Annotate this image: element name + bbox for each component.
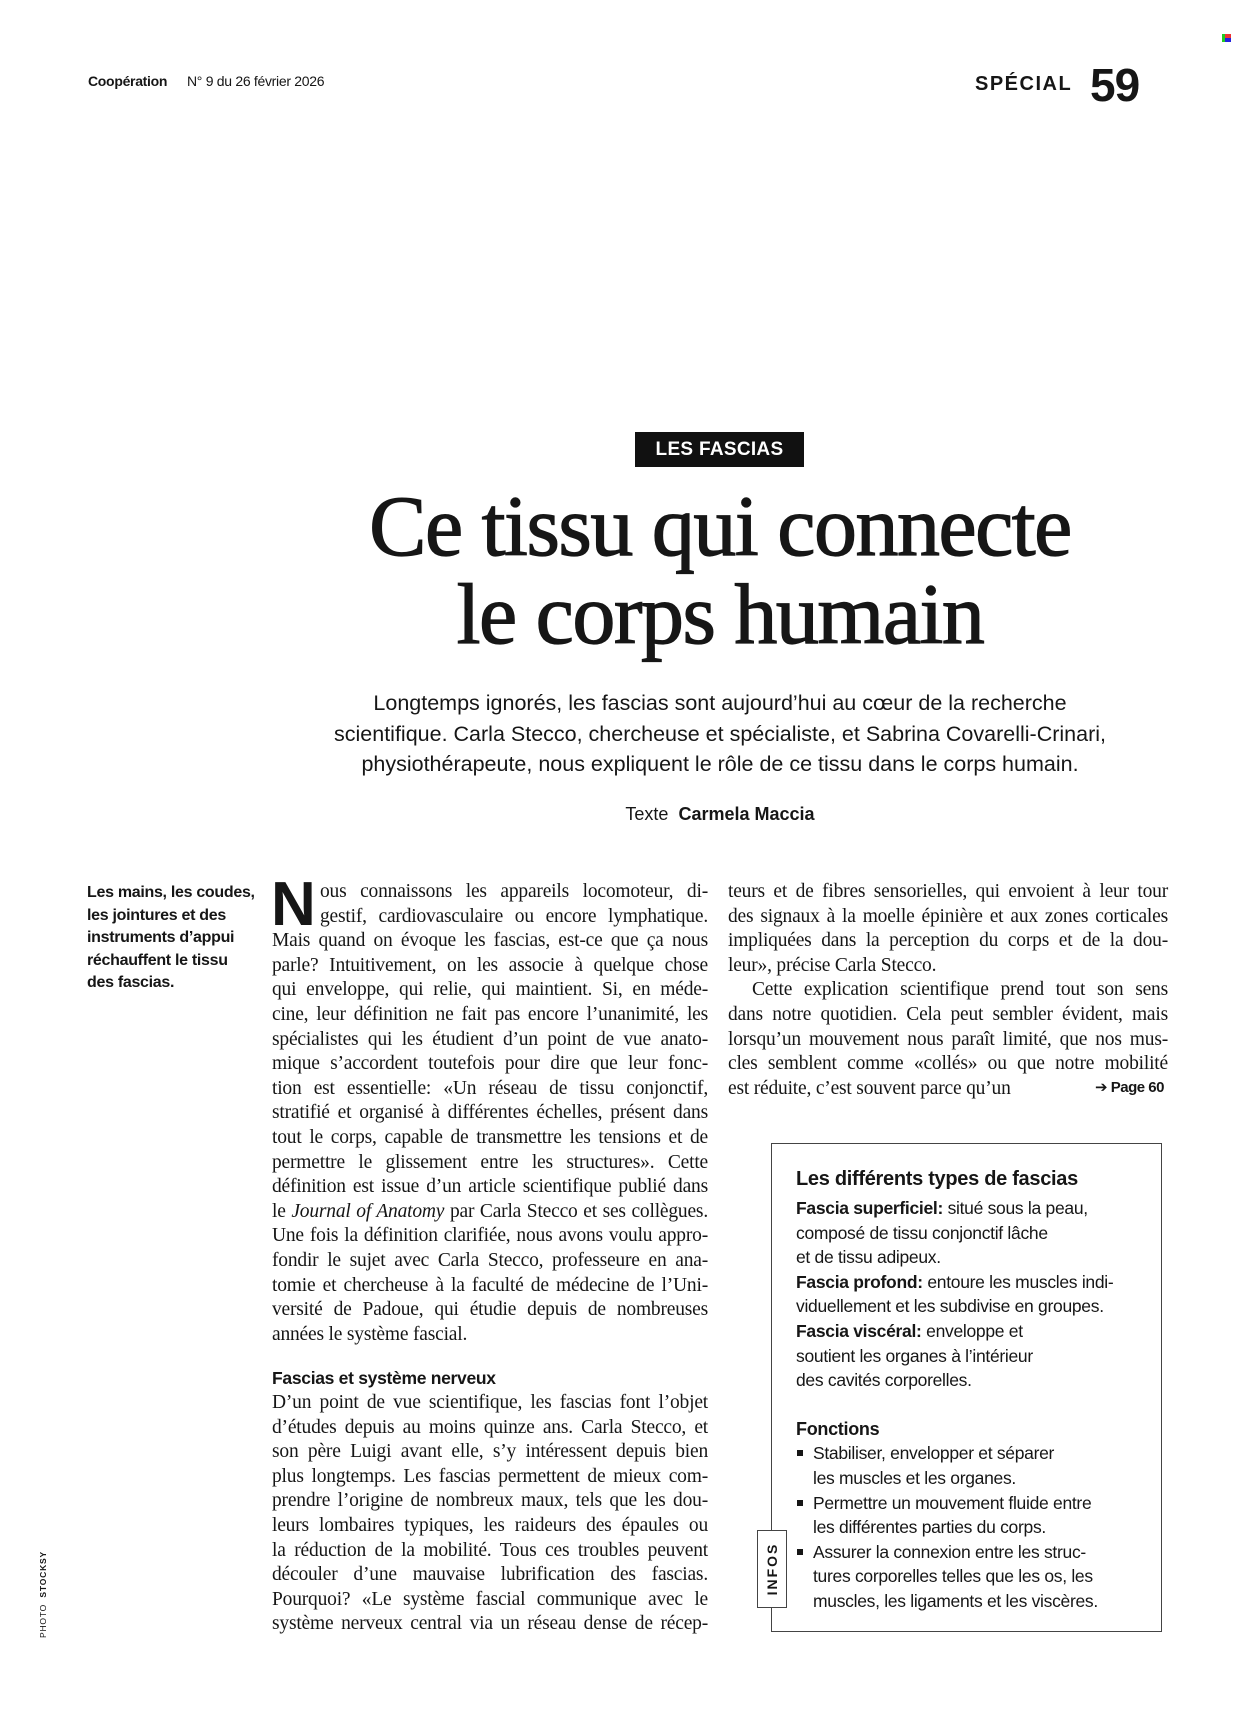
body-text-line: leur», précise Carla Stecco. bbox=[728, 954, 937, 976]
body-text-line: lorsqu’un mouvement nous paraît limité, que nos mus- bbox=[728, 1028, 1168, 1050]
fascia-type-description: composé de tissu conjonctif lâche bbox=[796, 1222, 1048, 1243]
photo-credit-name: STOCKSY bbox=[38, 1551, 48, 1598]
fascia-type-line bbox=[796, 1344, 1156, 1369]
kicker-tag: LES FASCIAS bbox=[635, 432, 804, 467]
body-text-line: parle? Intuitivement, on les associe à quelque chose bbox=[272, 954, 708, 976]
byline-label: Texte bbox=[625, 804, 669, 824]
function-list-item bbox=[796, 1491, 1156, 1540]
function-line: Permettre un mouvement fluide entre bbox=[813, 1492, 1092, 1513]
body-column-2 bbox=[728, 880, 1168, 1101]
fascia-type-term: Fascia viscéral: bbox=[796, 1320, 922, 1341]
function-line: Stabiliser, envelopper et séparer bbox=[813, 1443, 1055, 1464]
body-text-line: tion est essentielle: «Un réseau de tissu conjonctif, bbox=[272, 1077, 708, 1099]
body-text-line: versité de Padoue, qui étudie depuis de nombreuses bbox=[272, 1299, 708, 1321]
photo-credit-label: PHOTO bbox=[38, 1603, 48, 1638]
fascia-type-line bbox=[796, 1270, 1156, 1295]
body-text-line: système nerveux central via un réseau dense de récep- bbox=[272, 1613, 708, 1635]
body-text-line: définition est issue d’un article scientifique publié dans bbox=[272, 1176, 708, 1198]
section-label: SPÉCIAL bbox=[975, 73, 1073, 95]
body-text-line: d’études depuis au moins quinze ans. Carla Stecco, et bbox=[272, 1416, 708, 1438]
headline bbox=[200, 478, 1240, 662]
body-column-1 bbox=[272, 880, 708, 1347]
body-text-line: tout le corps, capable de transmettre les tensions et de bbox=[272, 1126, 708, 1148]
deck bbox=[260, 688, 1180, 780]
function-list-item bbox=[796, 1540, 1156, 1614]
body-text-line: découler d’une mauvaise lubrification des fascias. bbox=[272, 1564, 708, 1586]
info-box bbox=[771, 1143, 1162, 1632]
infos-label: INFOS bbox=[764, 1542, 780, 1596]
info-box-title: Les différents types de fascias bbox=[796, 1168, 1078, 1190]
fascia-type-line bbox=[796, 1368, 1156, 1393]
body-text-line: cine, leur définition ne fait pas encore l’unanimité, les bbox=[272, 1003, 708, 1025]
function-line: les muscles et les organes. bbox=[813, 1467, 1016, 1488]
fascia-type-line bbox=[796, 1196, 1156, 1221]
body-text-line: leurs lombaires typiques, les raideurs des épaules ou bbox=[272, 1514, 708, 1536]
fascia-type-description: des cavités corporelles. bbox=[796, 1370, 972, 1391]
body-text-line: son père Luigi avant elle, s’y intéressent depuis bien bbox=[272, 1441, 708, 1463]
fascia-types-list bbox=[796, 1196, 1156, 1393]
fascia-type-line bbox=[796, 1319, 1156, 1344]
functions-list bbox=[796, 1441, 1156, 1613]
body-text-line: impliquées dans la perception du corps et de la dou- bbox=[728, 930, 1168, 952]
photo-credit bbox=[38, 1551, 48, 1638]
drop-cap: N bbox=[271, 880, 316, 928]
body-text-line: est réduite, c’est souvent parce qu’un bbox=[728, 1077, 1011, 1099]
body-text-line: spécialistes qui les étudient d’un point de vue anato- bbox=[272, 1028, 708, 1050]
headline-line: le corps humain bbox=[456, 566, 984, 662]
body-text-line: Pourquoi? «Le système fascial communique avec le bbox=[272, 1588, 708, 1610]
functions-heading: Fonctions bbox=[796, 1418, 880, 1439]
body-text-line: teurs et de fibres sensorielles, qui envoient à leur tour bbox=[728, 881, 1168, 902]
subhead: Fascias et système nerveux bbox=[272, 1368, 496, 1388]
body-text-line: cles semblent comme «collés» ou que notre mobilité bbox=[728, 1053, 1168, 1075]
fascia-type-description: soutient les organes à l’intérieur bbox=[796, 1345, 1033, 1366]
body-text-line: mique s’accordent toutefois pour dire que leur fonc- bbox=[272, 1053, 708, 1075]
body-text-line: Mais quand on évoque les fascias, est-ce que ça nous bbox=[272, 930, 708, 952]
continued-on-page-link[interactable]: ➔ Page 60 bbox=[1095, 1079, 1164, 1096]
fascia-type-description: viduellement et les subdivise en groupes. bbox=[796, 1296, 1104, 1317]
body-text-line: prendre l’origine de nombreux maux, tels que les dou- bbox=[272, 1490, 708, 1512]
body-text-line: années le système fascial. bbox=[272, 1323, 468, 1345]
body-text-line: permettre le glissement entre les structures». Cette bbox=[272, 1151, 708, 1173]
fascia-type-description: enveloppe et bbox=[921, 1320, 1023, 1341]
infos-tab bbox=[757, 1530, 787, 1608]
body-text-line: gestif, cardiovasculaire ou encore lymphatique. bbox=[320, 905, 708, 927]
function-line: tures corporelles telles que les os, les bbox=[813, 1566, 1093, 1587]
body-text-line: fondir le sujet avec Carla Stecco, professeure en ana- bbox=[272, 1249, 708, 1271]
byline-author: Carmela Maccia bbox=[678, 804, 815, 824]
magazine-name: Coopération bbox=[88, 73, 168, 89]
fascia-type-term: Fascia profond: bbox=[796, 1271, 923, 1292]
issue-date: N° 9 du 26 février 2026 bbox=[187, 73, 325, 89]
fascia-type-description: entoure les muscles indi- bbox=[922, 1271, 1114, 1292]
byline bbox=[560, 804, 880, 825]
body-text-line: des signaux à la moelle épinière et aux zones corticales bbox=[728, 905, 1168, 927]
fascia-type-description: situé sous la peau, bbox=[943, 1198, 1088, 1218]
body-text-line: dans notre quotidien. Cela peut sembler évident, mais bbox=[728, 1003, 1168, 1025]
deck-line: scientifique. Carla Stecco, chercheuse et spécialiste, et Sabrina Covarelli-Crinari, bbox=[334, 721, 1106, 746]
body-text-line: Une fois la définition clarifiée, nous avons voulu appro- bbox=[272, 1225, 708, 1247]
function-line: les différentes parties du corps. bbox=[813, 1517, 1046, 1538]
fascia-type-term: Fascia superficiel: bbox=[796, 1198, 944, 1218]
body-text-line: tomie et chercheuse à la faculté de médecine de l’Uni- bbox=[272, 1274, 708, 1296]
fascia-type-line bbox=[796, 1294, 1156, 1319]
headline-line: Ce tissu qui connecte bbox=[369, 478, 1071, 574]
body-text-line: le Journal of Anatomy par Carla Stecco et ses collègues. bbox=[272, 1200, 708, 1222]
function-list-item bbox=[796, 1441, 1156, 1490]
body-text-line: qui enveloppe, qui relie, qui maintient. Si, en méde- bbox=[272, 979, 708, 1001]
fascia-type-line bbox=[796, 1245, 1156, 1270]
body-text-line: plus longtemps. Les fascias permettent de mieux com- bbox=[272, 1465, 708, 1487]
journal-title: Journal of Anatomy bbox=[291, 1200, 445, 1222]
fascia-type-description: et de tissu adipeux. bbox=[796, 1247, 941, 1268]
photo-caption: Les mains, les coudes, les jointures et des instruments d’appui réchauffent le tissu des fascias. bbox=[87, 884, 255, 991]
body-text-line: la réduction de la mobilité. Tous ces troubles peuvent bbox=[272, 1539, 708, 1561]
deck-line: physiothérapeute, nous expliquent le rôle de ce tissu dans le corps humain. bbox=[361, 752, 1079, 776]
body-text-line: stratifié et organisé à différentes échelles, présent dans bbox=[272, 1102, 708, 1124]
function-line: muscles, les ligaments et les viscères. bbox=[813, 1590, 1098, 1611]
fascia-type-line bbox=[796, 1221, 1156, 1246]
body-text-line: ous connaissons les appareils locomoteur, di- bbox=[320, 881, 708, 902]
body-column-1-section-2 bbox=[272, 1391, 708, 1637]
function-line: Assurer la connexion entre les struc- bbox=[813, 1541, 1086, 1562]
color-registration-mark bbox=[1222, 34, 1231, 42]
page-number: 59 bbox=[1090, 59, 1140, 111]
body-text-line: Cette explication scientifique prend tout son sens bbox=[752, 979, 1168, 1001]
deck-line: Longtemps ignorés, les fascias sont aujourd’hui au cœur de la recherche bbox=[373, 691, 1067, 715]
body-text-line: D’un point de vue scientifique, les fascias font l’objet bbox=[272, 1392, 708, 1413]
